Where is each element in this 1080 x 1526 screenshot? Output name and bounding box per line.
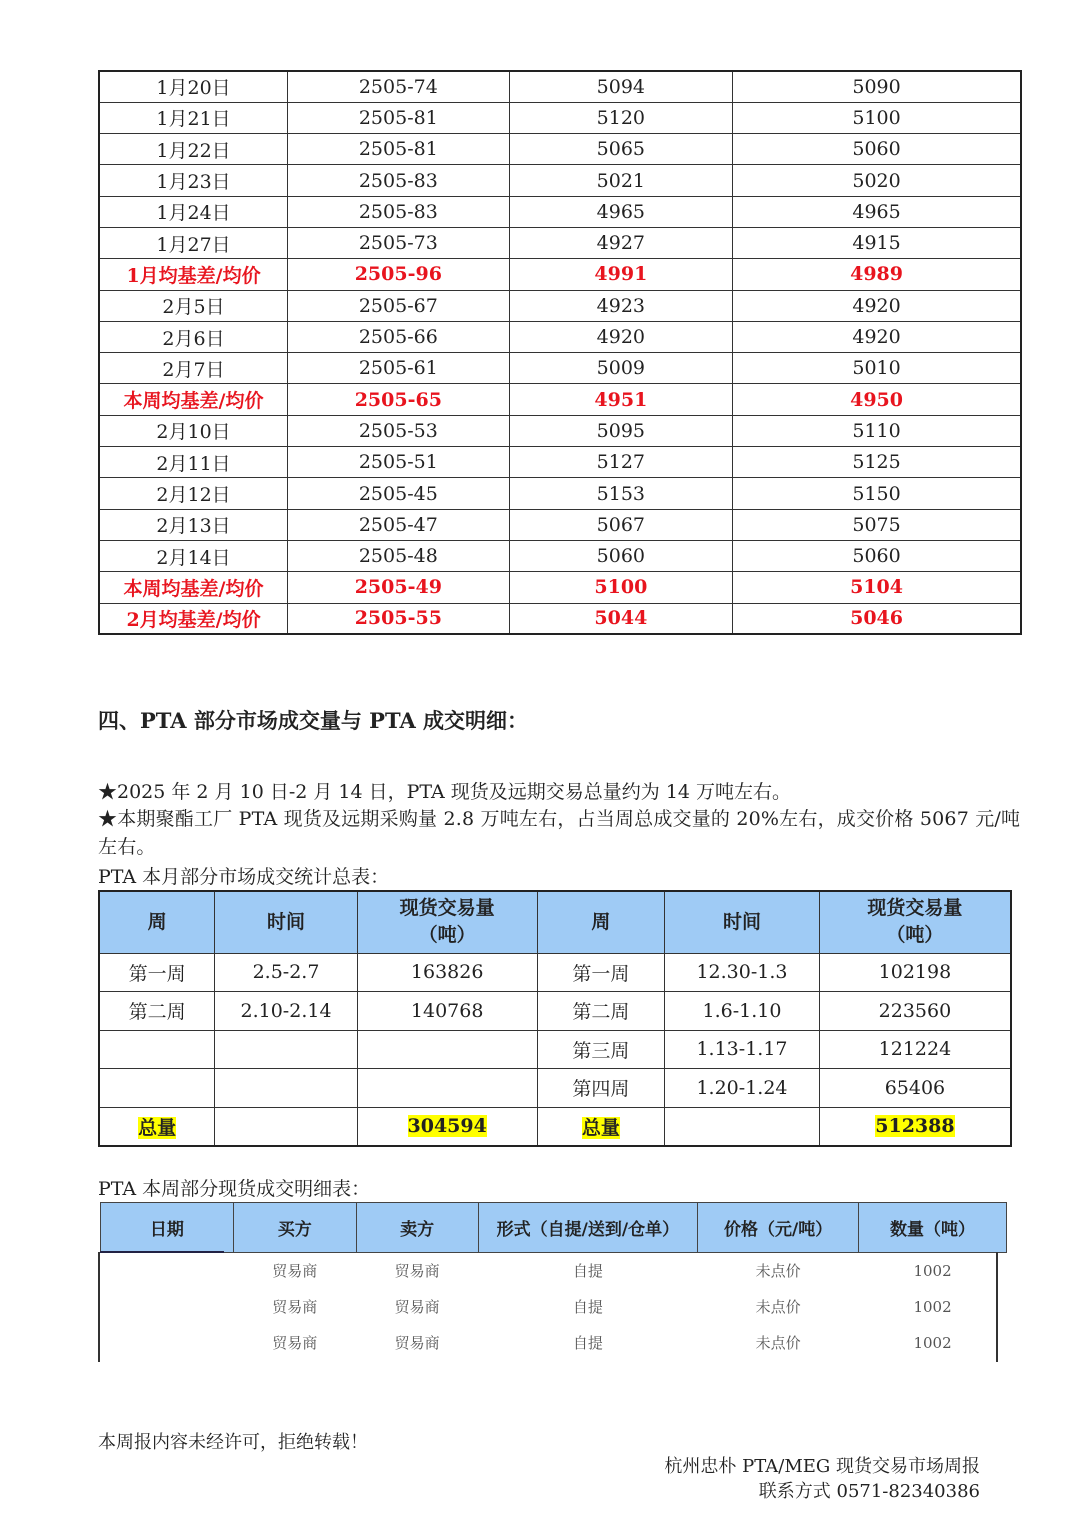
price-a-cell: 5120 — [509, 102, 733, 133]
date-cell: 2月5日 — [99, 290, 288, 321]
table-row — [99, 134, 1021, 165]
contract-basis-cell: 2505-48 — [288, 540, 510, 571]
detail-cell: 1002 — [913, 1261, 952, 1280]
price-b-cell: 5060 — [733, 540, 1021, 571]
summary-cell: 12.30-1.3 — [665, 953, 820, 992]
price-b-cell: 5020 — [733, 165, 1021, 196]
monthly-summary-table — [98, 890, 1012, 1147]
table-border — [996, 1252, 998, 1362]
summary-cell: 第二周 — [537, 992, 665, 1031]
price-a-cell: 5060 — [509, 540, 733, 571]
price-b-cell: 5125 — [733, 447, 1021, 478]
price-a-cell: 5127 — [509, 447, 733, 478]
summary-cell: 第一周 — [537, 953, 665, 992]
summary-cell: 1.13-1.17 — [665, 1030, 820, 1069]
contract-basis-cell: 2505-96 — [288, 259, 510, 290]
average-row — [99, 572, 1021, 603]
summary-cell: 1.6-1.10 — [665, 992, 820, 1031]
summary-cell: 1.20-1.24 — [665, 1069, 820, 1108]
summary-cell — [99, 1030, 215, 1069]
price-a-cell: 4951 — [509, 384, 733, 415]
summary-cell: 223560 — [819, 992, 1011, 1031]
date-cell: 1月23日 — [99, 165, 288, 196]
publisher-name: 杭州忠朴 PTA/MEG 现货交易市场周报 — [664, 1456, 980, 1477]
price-b-cell: 4915 — [733, 227, 1021, 258]
summary-cell — [357, 1030, 537, 1069]
average-row — [99, 384, 1021, 415]
summary-caption: PTA 本月部分市场成交统计总表： — [98, 866, 390, 888]
total-row — [99, 1107, 1011, 1146]
table-row — [99, 196, 1021, 227]
header-row — [99, 891, 1011, 953]
column-header: 日期 — [101, 1203, 234, 1253]
detail-cell: 未点价 — [755, 1262, 801, 1281]
table-border — [100, 1251, 224, 1253]
detail-cell: 自提 — [572, 1334, 603, 1352]
price-a-cell: 5044 — [509, 603, 733, 634]
price-b-cell: 5075 — [733, 509, 1021, 540]
contract-basis-cell: 2505-83 — [288, 196, 510, 227]
table-row — [99, 1030, 1011, 1069]
summary-cell — [215, 1107, 358, 1146]
price-b-cell: 5100 — [733, 102, 1021, 133]
summary-cell: 第四周 — [537, 1069, 665, 1108]
column-header: 周 — [537, 891, 665, 953]
copyright-notice: 本周报内容未经许可，拒绝转载！ — [98, 1432, 368, 1453]
summary-cell: 121224 — [819, 1030, 1011, 1069]
total-highlight: 总量 — [138, 1116, 177, 1139]
summary-cell — [357, 1069, 537, 1108]
table-row — [101, 1289, 1007, 1325]
table-border — [98, 1252, 100, 1362]
contract-basis-cell: 2505-81 — [288, 134, 510, 165]
column-header: 买方 — [233, 1203, 356, 1253]
date-cell: 1月27日 — [99, 227, 288, 258]
bullet-total-volume: ★2025 年 2 月 10 日-2 月 14 日，PTA 现货及远期交易总量约为 14 万吨左右。 — [98, 781, 792, 803]
contract-basis-cell: 2505-47 — [288, 509, 510, 540]
detail-cell: 1002 — [913, 1297, 952, 1316]
table-row — [99, 321, 1021, 352]
detail-cell: 贸易商 — [394, 1334, 440, 1352]
date-cell: 2月14日 — [99, 540, 288, 571]
detail-cell: 贸易商 — [272, 1298, 318, 1316]
table-row — [99, 1069, 1011, 1108]
date-cell: 2月12日 — [99, 478, 288, 509]
contract-basis-cell: 2505-55 — [288, 603, 510, 634]
table-row — [99, 447, 1021, 478]
contact-info: 联系方式 0571-82340386 — [758, 1481, 980, 1502]
price-b-cell: 4965 — [733, 196, 1021, 227]
price-b-cell: 5010 — [733, 353, 1021, 384]
weekly-detail-table — [100, 1202, 1007, 1361]
table-row — [99, 353, 1021, 384]
table-row — [101, 1325, 1007, 1361]
detail-cell: 未点价 — [755, 1298, 801, 1316]
table-row — [99, 415, 1021, 446]
date-cell: 2月7日 — [99, 353, 288, 384]
price-b-cell: 4920 — [733, 290, 1021, 321]
contract-basis-cell: 2505-51 — [288, 447, 510, 478]
table-row — [99, 102, 1021, 133]
contract-basis-cell: 2505-81 — [288, 102, 510, 133]
table-row — [101, 1253, 1007, 1289]
table-row — [99, 540, 1021, 571]
table-row — [99, 290, 1021, 321]
detail-cell — [101, 1253, 234, 1289]
date-cell: 本周均基差/均价 — [99, 384, 288, 415]
summary-cell: 65406 — [819, 1069, 1011, 1108]
detail-cell: 自提 — [572, 1298, 603, 1316]
table-row — [99, 71, 1021, 102]
price-a-cell: 5095 — [509, 415, 733, 446]
contract-basis-cell: 2505-83 — [288, 165, 510, 196]
column-header: 现货交易量 （吨） — [819, 891, 1011, 953]
summary-cell — [357, 1107, 537, 1146]
column-header: 周 — [99, 891, 215, 953]
average-row — [99, 603, 1021, 634]
table-row — [99, 953, 1011, 992]
summary-cell: 102198 — [819, 953, 1011, 992]
price-b-cell: 5060 — [733, 134, 1021, 165]
detail-cell — [101, 1289, 234, 1325]
column-header: 价格（元/吨） — [698, 1203, 859, 1253]
column-header: 时间 — [215, 891, 358, 953]
price-b-cell: 4920 — [733, 321, 1021, 352]
basis-price-table — [98, 70, 1022, 635]
price-a-cell: 4927 — [509, 227, 733, 258]
price-b-cell: 5110 — [733, 415, 1021, 446]
summary-cell: 2.10-2.14 — [215, 992, 358, 1031]
contract-basis-cell: 2505-53 — [288, 415, 510, 446]
price-b-cell: 5104 — [733, 572, 1021, 603]
average-row — [99, 259, 1021, 290]
price-b-cell: 4950 — [733, 384, 1021, 415]
total-highlight: 512388 — [875, 1115, 955, 1137]
contract-basis-cell: 2505-49 — [288, 572, 510, 603]
price-a-cell: 4965 — [509, 196, 733, 227]
date-cell: 1月20日 — [99, 71, 288, 102]
summary-cell — [819, 1107, 1011, 1146]
column-header: 形式（自提/送到/仓单） — [478, 1203, 698, 1253]
contract-basis-cell: 2505-45 — [288, 478, 510, 509]
column-header: 时间 — [665, 891, 820, 953]
column-header: 数量（吨） — [859, 1203, 1007, 1253]
column-header: 卖方 — [356, 1203, 478, 1253]
bullet-factory-purchase: ★本期聚酯工厂 PTA 现货及远期采购量 2.8 万吨左右，占当周总成交量的 20%左右，成交价格 5067 元/吨左右。 — [98, 808, 1021, 858]
price-a-cell: 5021 — [509, 165, 733, 196]
price-a-cell: 5153 — [509, 478, 733, 509]
price-a-cell: 5100 — [509, 572, 733, 603]
contract-basis-cell: 2505-73 — [288, 227, 510, 258]
detail-caption: PTA 本周部分现货成交明细表： — [98, 1178, 371, 1200]
date-cell: 2月10日 — [99, 415, 288, 446]
date-cell: 1月21日 — [99, 102, 288, 133]
summary-cell: 第三周 — [537, 1030, 665, 1069]
price-b-cell: 5046 — [733, 603, 1021, 634]
price-b-cell: 4989 — [733, 259, 1021, 290]
detail-cell: 自提 — [572, 1262, 603, 1281]
contract-basis-cell: 2505-67 — [288, 290, 510, 321]
price-a-cell: 5009 — [509, 353, 733, 384]
table-row — [99, 165, 1021, 196]
summary-cell: 第一周 — [99, 953, 215, 992]
date-cell: 本周均基差/均价 — [99, 572, 288, 603]
date-cell: 2月6日 — [99, 321, 288, 352]
summary-cell: 163826 — [357, 953, 537, 992]
date-cell: 1月均基差/均价 — [99, 259, 288, 290]
detail-cell: 贸易商 — [272, 1334, 318, 1352]
table-row — [99, 227, 1021, 258]
price-a-cell: 4923 — [509, 290, 733, 321]
detail-cell: 贸易商 — [272, 1262, 318, 1281]
price-b-cell: 5150 — [733, 478, 1021, 509]
price-b-cell: 5090 — [733, 71, 1021, 102]
summary-cell: 第二周 — [99, 992, 215, 1031]
summary-cell: 2.5-2.7 — [215, 953, 358, 992]
summary-cell: 140768 — [357, 992, 537, 1031]
contract-basis-cell: 2505-65 — [288, 384, 510, 415]
detail-cell — [101, 1325, 234, 1361]
table-row — [99, 992, 1011, 1031]
column-header: 现货交易量 （吨） — [357, 891, 537, 953]
price-a-cell: 4991 — [509, 259, 733, 290]
date-cell: 2月11日 — [99, 447, 288, 478]
contract-basis-cell: 2505-66 — [288, 321, 510, 352]
date-cell: 2月13日 — [99, 509, 288, 540]
price-a-cell: 5067 — [509, 509, 733, 540]
date-cell: 1月24日 — [99, 196, 288, 227]
table-row — [99, 509, 1021, 540]
section-title: 四、PTA 部分市场成交量与 PTA 成交明细： — [98, 708, 529, 733]
summary-cell — [215, 1069, 358, 1108]
summary-cell — [99, 1069, 215, 1108]
total-highlight: 总量 — [581, 1116, 620, 1139]
price-a-cell: 5094 — [509, 71, 733, 102]
price-a-cell: 5065 — [509, 134, 733, 165]
detail-cell: 贸易商 — [394, 1298, 440, 1316]
summary-cell — [665, 1107, 820, 1146]
header-row — [101, 1203, 1007, 1253]
summary-cell — [215, 1030, 358, 1069]
summary-cell — [537, 1107, 665, 1146]
contract-basis-cell: 2505-74 — [288, 71, 510, 102]
detail-cell: 1002 — [913, 1333, 952, 1352]
date-cell: 1月22日 — [99, 134, 288, 165]
detail-cell: 未点价 — [755, 1334, 801, 1352]
contract-basis-cell: 2505-61 — [288, 353, 510, 384]
date-cell: 2月均基差/均价 — [99, 603, 288, 634]
table-row — [99, 478, 1021, 509]
price-a-cell: 4920 — [509, 321, 733, 352]
detail-cell: 贸易商 — [394, 1262, 440, 1281]
total-highlight: 304594 — [407, 1115, 487, 1137]
summary-cell — [99, 1107, 215, 1146]
